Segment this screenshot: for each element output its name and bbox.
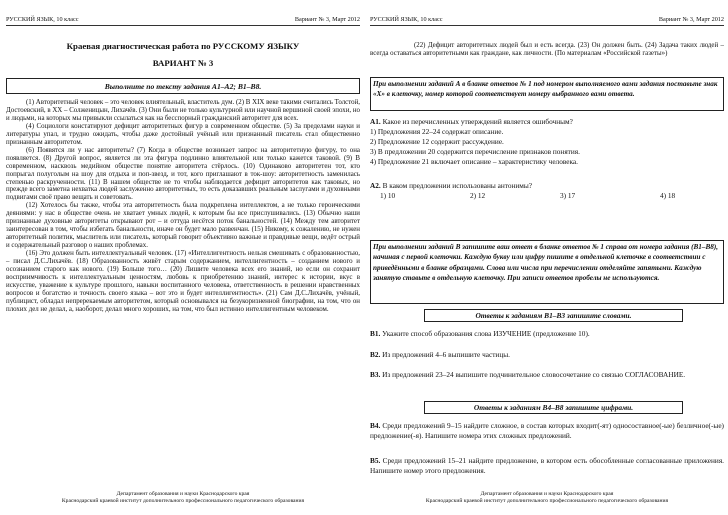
question-text: Укажите способ образования слова ИЗУЧЕНИЕ (предложение 10). xyxy=(382,329,590,338)
answer-option: 1) 10 xyxy=(380,191,396,200)
question-b4 xyxy=(370,421,724,441)
question-b5 xyxy=(370,456,724,476)
variant-title: ВАРИАНТ № 3 xyxy=(152,58,214,68)
question-b2 xyxy=(370,350,724,360)
left-page xyxy=(6,0,360,515)
instruction-a-box: При выполнении заданий А в бланке ответов № 1 под номером выполняемого вами задания поставьте знак «Х» в клеточку, номер которой соответствует номеру выбранного вами ответа. xyxy=(370,77,724,111)
text-paragraph: (22) Дефицит авторитетных людей был и есть всегда. (23) Он должен быть. (24) Задача таких людей – всегда оставаться авторитетными как граждане, как личности. (По материалам «Российской газеты») xyxy=(370,42,724,57)
answer-option: 4) Предложение 21 включает описание – характеристику человека. xyxy=(370,157,578,166)
answer-option: 2) 12 xyxy=(470,191,486,200)
page-title: Краевая диагностическая работа по РУССКОМУ ЯЗЫКУ xyxy=(66,41,300,51)
question-text: Из предложений 4–6 выпишите частицы. xyxy=(382,350,510,359)
answer-option: 3) В предложении 20 содержится перечисление признаков понятия. xyxy=(370,147,580,156)
question-a2 xyxy=(370,181,724,201)
text-paragraph: (6) Появятся ли у нас авторитеты? (7) Когда в обществе возникает запрос на авторитетную фигуру, то она появляется. (8) Другой вопрос, является ли эта фигура подлинно влиятельной или только кажется таковой. (9) В современном, насквозь медийном обществе понятие авторитета стёрлось. (10) Одинаково авторитетен тот, кто попрыгал полуголым на шоу для отдыха и поп-звезд, и тот, кого приглашают в ток-шоу: авторитетность заменилась степенью раскрученности. (11) В нашем обществе не то чтобы наблюдается дефицит авторитетов как таковых, но прежде всего заметна нехватка людей заслуженно авторитетных, то есть доказавших реальным заслугами и духовными подвигами своё право вещать и советовать. xyxy=(6,146,360,202)
task-instruction-box: Выполните по тексту задания А1–А2; В1–В8. xyxy=(6,78,360,94)
question-b1 xyxy=(370,329,724,339)
text-paragraph: (16) Это должен быть интеллектуальный человек. (17) «Интеллигентность нельзя смешивать с образованностью, – писал Д.С.Лихачёв. (18) Образованность живёт старым содержанием, интеллигентность – созданием нового и осознанием старого как нового. (19) Больше того… (20) Лишите человека всех его знаний, но если он сохранит восприимчивость к интеллектуальным ценностям, любовь к приобретению знаний, интерес к истории, вкус в искусстве, уважение к культуре прошлого, навыки воспитанного человека, ответственность в решении нравственных вопросов и богатство и точность своего языка – вот это и будет интеллигентность». (21) Сам Д.С.Лихачёв, учёный, публицист, обладал непререкаемым авторитетом, который основывался на безукоризненной биографии, на том, что он плохих дел не делал, а, наоборот, делал много хороших, на том, что был истинно интеллигентным человеком. xyxy=(6,250,360,313)
question-label: В2. xyxy=(370,350,381,359)
section-bar-b1-b3: Ответы к заданиям В1–В3 запишите словами. xyxy=(424,309,683,322)
left-header-subject: РУССКИЙ ЯЗЫК, 10 класс xyxy=(6,16,79,23)
right-header-subject: РУССКИЙ ЯЗЫК, 10 класс xyxy=(370,16,443,23)
text-paragraph: (1) Авторитетный человек – это человек влиятельный, властитель дум. (2) В XIX веке такими считались Толстой, Достоевский, в XX – Солженицын, Лихачёв. (3) Они были не только культурной или научной вершиной своей эпохи, но и людьми, на которых мы привыкли ссылаться как на бесспорный гражданский авторитет для всех. xyxy=(6,99,360,122)
text-paragraph: (12) Хотелось бы также, чтобы эта авторитетность была подкреплена интеллектом, а не только героическими деяниями: у нас в обществе очень не хватает умных людей, к которым бы все прислушивались. (13) Обычно наши признанные духовные авторитеты открывают рот – и оттуда несётся поток банальностей. (14) Между тем авторитет заинтересован в том, чтобы избегать банальности, иначе он будет мало развенчан. (15) Никому, к сожалению, не нужен авторитетный политик, мыслитель или писатель, который говорит объективно важные и правдивые вещи, ведёт острый и содержательный разговор о наших проблемах. xyxy=(6,202,360,250)
question-a1 xyxy=(370,117,724,167)
question-text: Среди предложений 9–15 найдите сложное, в состав которых входит(-ят) односоставное(-ые) безличное(-ые) предложение(-я). Напишите номера этих сложных предложений. xyxy=(370,421,724,440)
footer-department: Департамент образования и науки Краснодарского края xyxy=(480,491,614,497)
left-footer xyxy=(6,491,360,504)
left-header xyxy=(6,16,360,23)
right-page xyxy=(370,0,724,515)
question-text: Среди предложений 15–21 найдите предложение, в котором есть обособленные согласованные приложения. Напишите номер этого предложения. xyxy=(370,456,725,475)
question-text: В каком предложении использованы антонимы? xyxy=(382,181,533,190)
question-label: В1. xyxy=(370,329,381,338)
question-b3 xyxy=(370,370,724,380)
reading-text-end xyxy=(370,42,724,58)
question-label: А2. xyxy=(370,181,381,190)
question-label: А1. xyxy=(370,117,381,126)
section-bar-b4-b8: Ответы к заданиям В4–В8 запишите цифрами. xyxy=(424,401,683,414)
text-paragraph: (4) Социологи констатируют дефицит авторитетных фигур в современном обществе. (5) За пределами науки и литературы упал, и трудно ожидать, чтобы даже достойный учёный или признанный писатель стал общественно признанным авторитетом. xyxy=(6,122,360,146)
answer-option: 1) Предложения 22–24 содержат описание. xyxy=(370,127,504,136)
right-header-rule xyxy=(370,25,724,26)
right-header-variant: Вариант № 3, Март 2012 xyxy=(658,16,724,23)
left-header-variant: Вариант № 3, Март 2012 xyxy=(294,16,360,23)
footer-institute: Краснодарский краевой институт дополнительного профессионального педагогического образования xyxy=(61,497,305,504)
footer-department: Департамент образования и науки Краснодарского края xyxy=(116,491,250,497)
right-header xyxy=(370,16,724,23)
question-label: В5. xyxy=(370,456,381,465)
footer-institute: Краснодарский краевой институт дополнительного профессионального педагогического образования xyxy=(425,497,669,504)
left-header-rule xyxy=(6,25,360,26)
question-label: В4. xyxy=(370,421,381,430)
answer-option: 3) 17 xyxy=(560,191,576,200)
instruction-b-box: При выполнении заданий В запишите ваш ответ в бланке ответов № 1 справа от номера задания (В1–В8), начиная с первой клеточки. Каждую букву или цифру пишите в отдельной клеточке в соответствии с приведёнными в бланке образцами. Слова или числа при перечислении отделяйте запятыми. Каждую занятую ставьте в отдельную клеточку. При записи ответов пробелы не используются. xyxy=(370,240,724,304)
question-text: Какое из перечисленных утверждений является ошибочным? xyxy=(382,117,573,126)
answer-option: 2) Предложение 12 содержит рассуждение. xyxy=(370,137,504,146)
reading-text xyxy=(6,99,360,314)
question-label: В3. xyxy=(370,370,381,379)
right-footer xyxy=(370,491,724,504)
answer-option: 4) 18 xyxy=(660,191,676,200)
question-text: Из предложений 23–24 выпишите подчинительное словосочетание со связью СОГЛАСОВАНИЕ. xyxy=(382,370,686,379)
